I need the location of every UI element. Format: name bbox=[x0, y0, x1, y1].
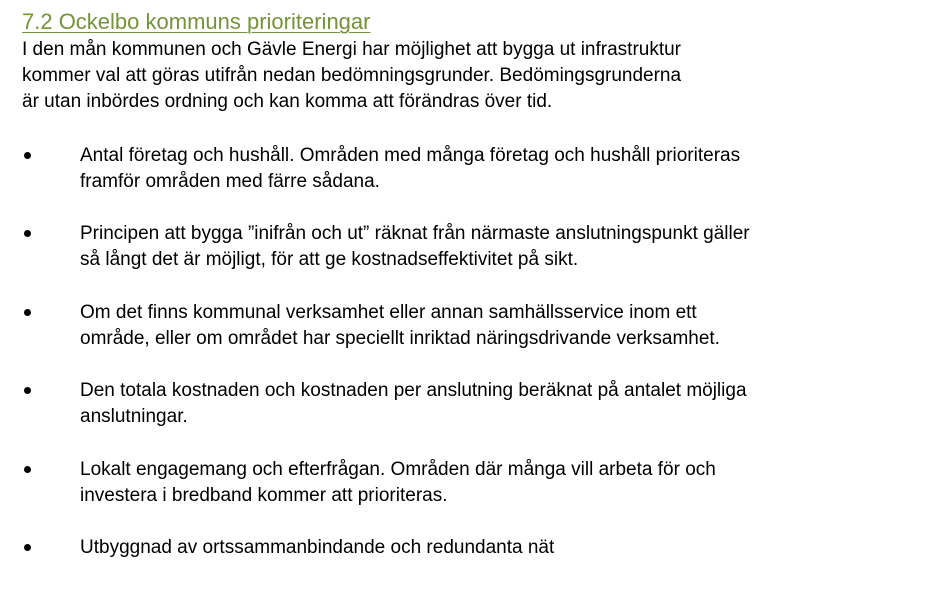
criteria-text bbox=[80, 221, 910, 273]
criteria-line: så långt det är möjligt, för att ge kostnadseffektivitet på sikt. bbox=[80, 249, 579, 270]
criteria-line: anslutningar. bbox=[80, 406, 188, 427]
bullet-icon bbox=[24, 309, 31, 316]
criteria-line: Den totala kostnaden och kostnaden per anslutning beräknat på antalet möjliga bbox=[80, 380, 747, 401]
intro-line: I den mån kommunen och Gävle Energi har möjlighet att bygga ut infrastruktur bbox=[22, 39, 682, 60]
bullet-icon bbox=[24, 152, 31, 159]
criteria-text bbox=[80, 378, 910, 430]
intro-line: är utan inbördes ordning och kan komma att förändras över tid. bbox=[22, 91, 553, 112]
criteria-line: Principen att bygga ”inifrån och ut” räknat från närmaste anslutningspunkt gäller bbox=[80, 223, 750, 244]
bullet-icon bbox=[24, 544, 31, 551]
criteria-line: investera i bredband kommer att prioriteras. bbox=[80, 485, 448, 506]
criteria-line: område, eller om området har speciellt inriktad näringsdrivande verksamhet. bbox=[80, 328, 720, 349]
criteria-text bbox=[80, 535, 910, 561]
section-heading: 7.2 Ockelbo kommuns prioriteringar bbox=[22, 9, 371, 34]
criteria-line: framför områden med färre sådana. bbox=[80, 171, 380, 192]
intro-line: kommer val att göras utifrån nedan bedömningsgrunder. Bedömingsgrunderna bbox=[22, 65, 682, 86]
criteria-line: Lokalt engagemang och efterfrågan. Områden där många vill arbeta för och bbox=[80, 459, 716, 480]
bullet-icon bbox=[24, 387, 31, 394]
criteria-text bbox=[80, 457, 910, 509]
bullet-icon bbox=[24, 466, 31, 473]
criteria-text bbox=[80, 143, 910, 195]
criteria-line: Antal företag och hushåll. Områden med många företag och hushåll prioriteras bbox=[80, 145, 741, 166]
criteria-line: Utbyggnad av ortssammanbindande och redundanta nät bbox=[80, 537, 555, 558]
criteria-text bbox=[80, 300, 910, 352]
bullet-icon bbox=[24, 230, 31, 237]
criteria-line: Om det finns kommunal verksamhet eller annan samhällsservice inom ett bbox=[80, 302, 697, 323]
